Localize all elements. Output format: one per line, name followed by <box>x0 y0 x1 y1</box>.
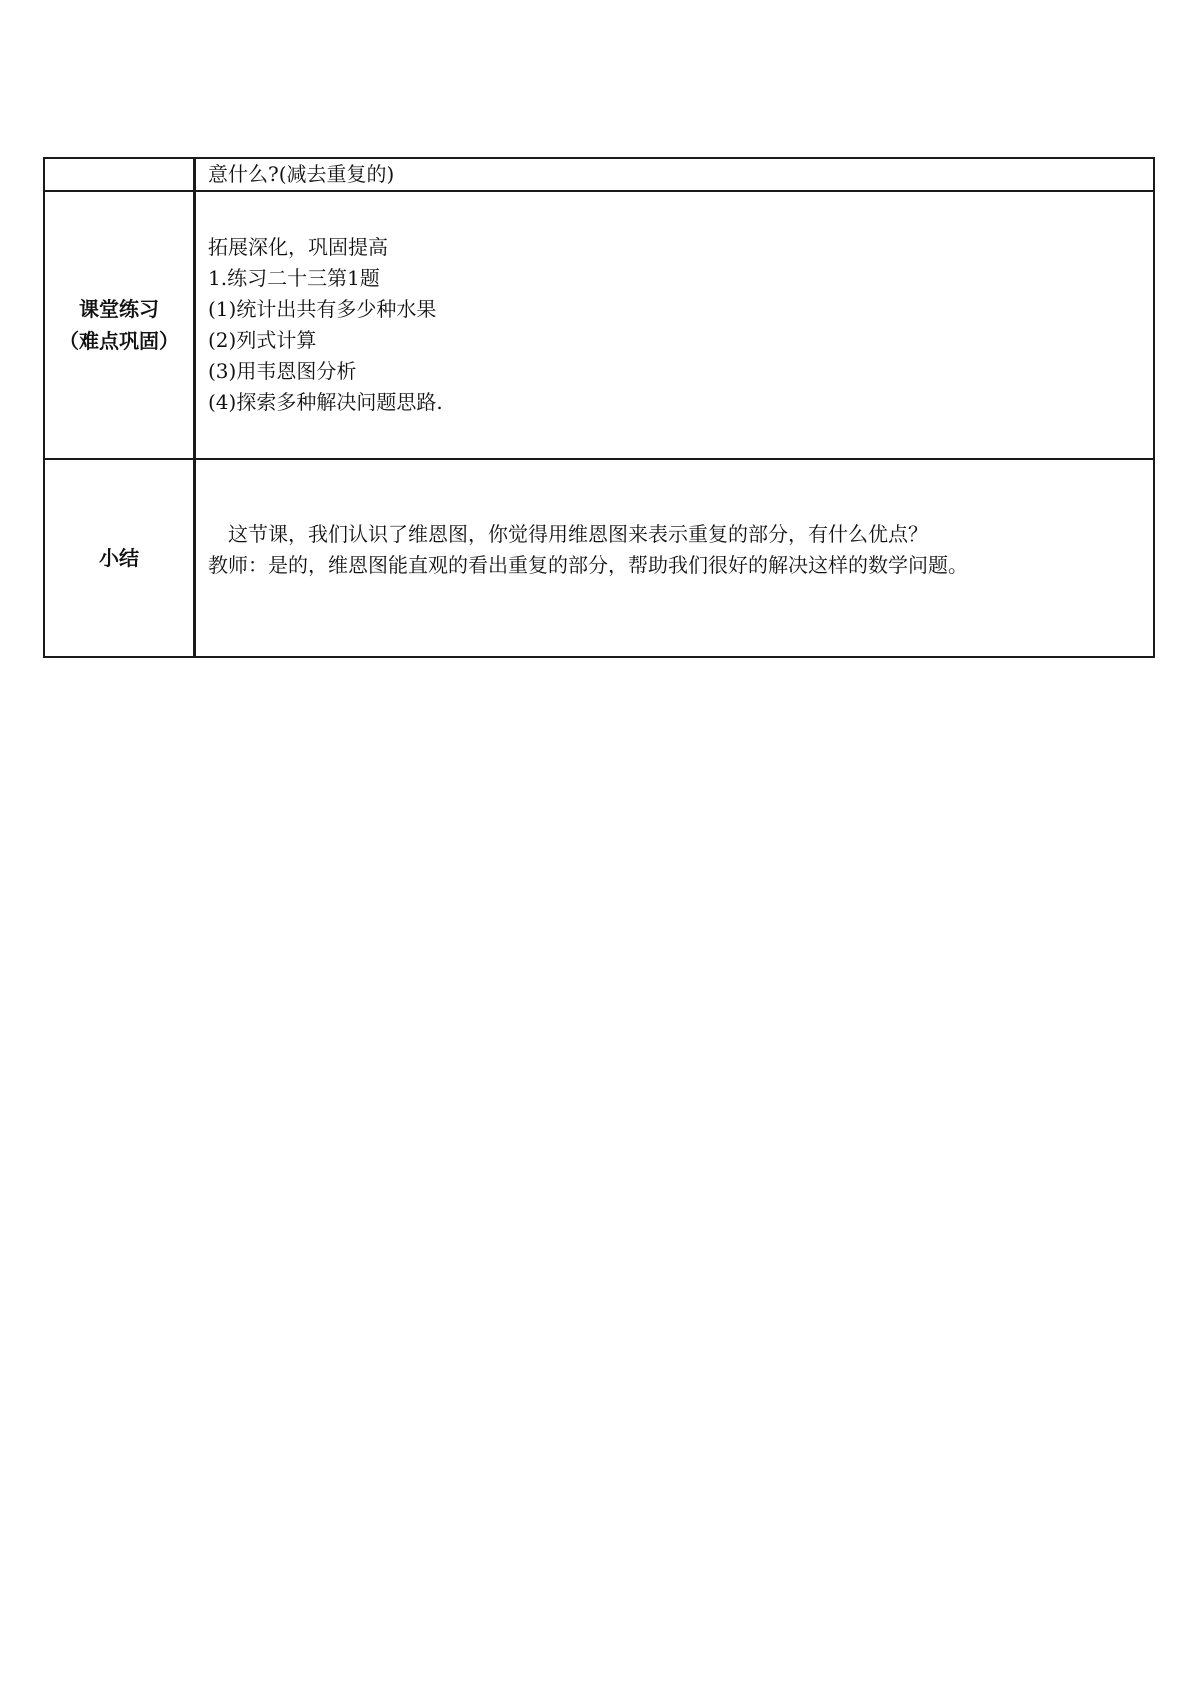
practice-line: 拓展深化，巩固提高 <box>208 235 388 259</box>
label-cell-empty <box>44 158 195 191</box>
summary-label: 小结 <box>99 546 139 570</box>
table-row-summary <box>44 459 1154 657</box>
practice-label-subtitle: （难点巩固） <box>59 329 179 353</box>
practice-line: (2)列式计算 <box>208 328 317 352</box>
table-row-practice <box>44 191 1154 459</box>
summary-line: 这节课，我们认识了维恩图，你觉得用维恩图来表示重复的部分，有什么优点？ <box>228 522 928 546</box>
label-cell-summary <box>44 459 195 657</box>
summary-text-block <box>208 519 1153 581</box>
continuation-text: 意什么?(减去重复的) <box>208 162 395 186</box>
practice-line: 1.练习二十三第1题 <box>208 266 380 290</box>
practice-line: (3)用韦恩图分析 <box>208 359 357 383</box>
practice-label-title: 课堂练习 <box>79 297 159 321</box>
content-cell-practice <box>195 191 1155 459</box>
practice-line: (1)统计出共有多少种水果 <box>208 297 437 321</box>
table-row-continuation <box>44 158 1154 191</box>
practice-line: (4)探索多种解决问题思路. <box>208 390 443 414</box>
summary-line: 教师：是的，维恩图能直观的看出重复的部分，帮助我们很好的解决这样的数学问题。 <box>208 553 968 577</box>
lesson-plan-table <box>43 157 1155 658</box>
content-cell-continuation <box>195 158 1155 191</box>
label-cell-practice <box>44 191 195 459</box>
content-cell-summary <box>195 459 1155 657</box>
